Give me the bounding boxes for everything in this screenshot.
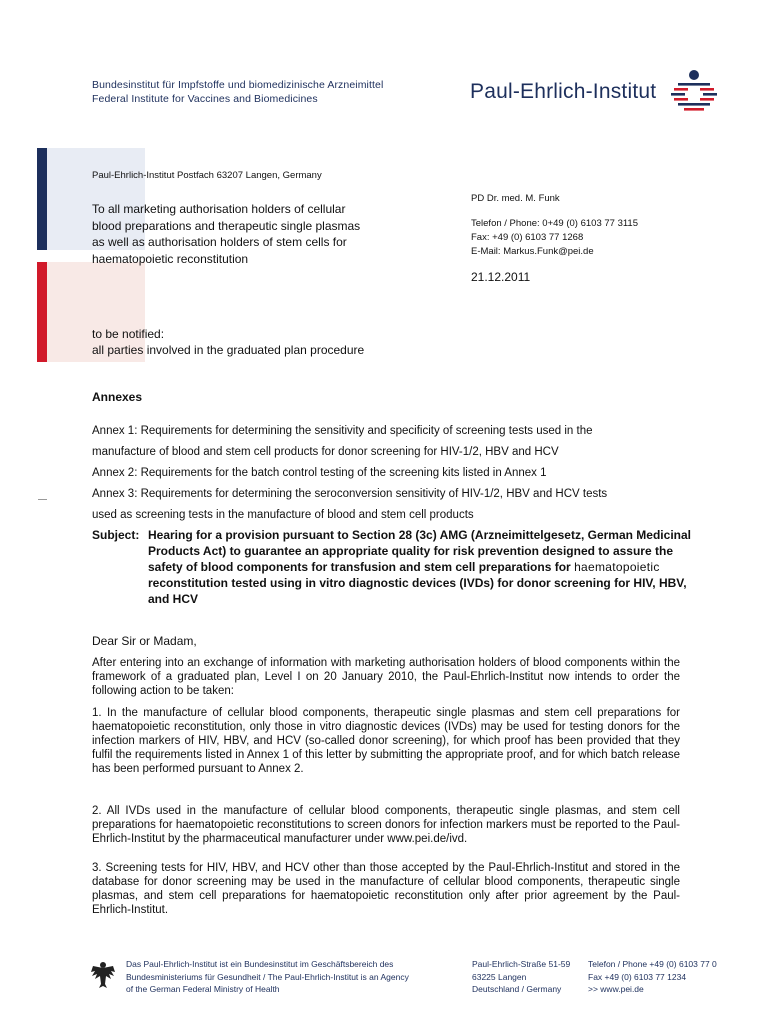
subject-label: Subject:	[92, 528, 140, 542]
addressee-line: haematopoietic reconstitution	[92, 251, 249, 266]
institute-name-de: Bundesinstitut für Impfstoffe und biomedizinische Arzneimittel	[92, 79, 384, 91]
contact-fax: Fax: +49 (0) 6103 77 1268	[471, 232, 584, 243]
contact-block	[471, 192, 638, 259]
body-paragraph: 1. In the manufacture of cellular blood components, therapeutic single plasmas and stem cell preparations for haematopoietic reconstitution, only those in vitro diagnostic devices (IVDs) may be used for testing donors for the infection markers of HIV, HBV, and HCV (so-called donor screening), for which proof has been provided that they fulfil the requirements listed in Annex 1 of this letter by submitting the appropriate proof, and for which batch release has been performed pursuant to Annex 2.	[92, 707, 680, 775]
subject-text-part: haematopoietic	[574, 560, 660, 574]
annex-list	[92, 421, 692, 526]
footer-line: Telefon / Phone +49 (0) 6103 77 0	[588, 959, 717, 969]
footer-line: Das Paul-Ehrlich-Institut ist ein Bundesinstitut im Geschäftsbereich des	[126, 959, 394, 969]
annexes-heading: Annexes	[92, 390, 143, 404]
annex-line: Annex 2: Requirements for the batch control testing of the screening kits listed in Annex 1	[92, 467, 547, 479]
addressee-line: blood preparations and therapeutic single plasmas	[92, 218, 361, 233]
notified-parties: all parties involved in the graduated plan procedure	[92, 343, 365, 357]
federal-eagle-icon	[90, 960, 116, 990]
subject-text-part: reconstitution tested using in vitro diagnostic devices (IVDs) for donor screening for HIV, HBV, and HCV	[148, 576, 687, 606]
contact-phone: Telefon / Phone: 0+49 (0) 6103 77 3115	[471, 218, 638, 229]
footer-line: Deutschland / Germany	[472, 984, 562, 994]
footer-line: Paul-Ehrlich-Straße 51-59	[472, 959, 571, 969]
logo-text: Paul-Ehrlich-Institut	[470, 80, 657, 103]
body-paragraph: 3. Screening tests for HIV, HBV, and HCV other than those accepted by the Paul-Ehrlich-Institut and stored in the database for donor screening may be used in the manufacture of cellular blood components, therapeutic single plasmas, and stem cell preparations for haematopoietic reconstitution only after prior agreement by the Paul-Ehrlich-Institut.	[92, 862, 680, 916]
subject-block	[92, 527, 692, 607]
notified-label: to be notified:	[92, 327, 165, 341]
pei-logo-icon	[668, 68, 720, 114]
sender-line: Paul-Ehrlich-Institut Postfach 63207 Langen, Germany	[92, 170, 322, 181]
subject-text	[148, 527, 692, 607]
footer-line: of the German Federal Ministry of Health	[126, 984, 280, 994]
contact-email: E-Mail: Markus.Funk@pei.de	[471, 246, 594, 257]
footer-agency	[126, 958, 409, 996]
notified-block	[92, 326, 364, 358]
footer-address	[472, 958, 570, 996]
addressee-block	[92, 201, 412, 267]
institute-name-en: Federal Institute for Vaccines and Biomedicines	[92, 93, 318, 105]
annex-line: used as screening tests in the manufacture of blood and stem cell products	[92, 509, 474, 521]
footer-website-link[interactable]: >> www.pei.de	[588, 984, 644, 994]
footer-contact	[588, 958, 717, 996]
body-paragraph: 2. All IVDs used in the manufacture of cellular blood components, therapeutic single plasmas, and stem cell preparations for haematopoietic reconstitutions to screen donors for infection markers must be reported to the Paul-Ehrlich-Institut by the pharmaceutical manufacturer under www.pei.de/ivd.	[92, 805, 680, 845]
red-side-bar	[37, 262, 47, 362]
subject-text-part: Hearing for a provision pursuant to Section 28 (3c) AMG (Arzneimittelgesetz, German Medicinal Products Act) to guarantee an appropriate quality for risk prevention designed to assure the safety of blood components for transfusion and stem cell preparations for	[148, 528, 691, 574]
addressee-line: To all marketing authorisation holders of cellular	[92, 202, 346, 216]
fold-mark	[38, 499, 47, 500]
annex-line: Annex 1: Requirements for determining the sensitivity and specificity of screening tests used in the	[92, 425, 593, 437]
footer-line: Bundesministeriums für Gesundheit / The Paul-Ehrlich-Institut is an Agency	[126, 971, 409, 982]
letter-date: 21.12.2011	[471, 270, 531, 284]
blue-side-bar	[37, 148, 47, 250]
annex-line: manufacture of blood and stem cell products for donor screening for HIV-1/2, HBV and HCV	[92, 446, 559, 458]
footer-line: 63225 Langen	[472, 971, 527, 982]
addressee-line: as well as authorisation holders of stem cells for	[92, 235, 347, 249]
footer-line: Fax +49 (0) 6103 77 1234	[588, 971, 687, 982]
body-paragraph: After entering into an exchange of information with marketing authorisation holders of blood components within the framework of a graduated plan, Level I on 20 January 2010, the Paul-Ehrlich-Institut now intends to order the following action to be taken:	[92, 657, 680, 697]
contact-name: PD Dr. med. M. Funk	[471, 193, 560, 204]
greeting: Dear Sir or Madam,	[92, 634, 197, 648]
annex-line: Annex 3: Requirements for determining the seroconversion sensitivity of HIV-1/2, HBV and HCV tests	[92, 488, 608, 500]
institute-name	[92, 78, 383, 106]
